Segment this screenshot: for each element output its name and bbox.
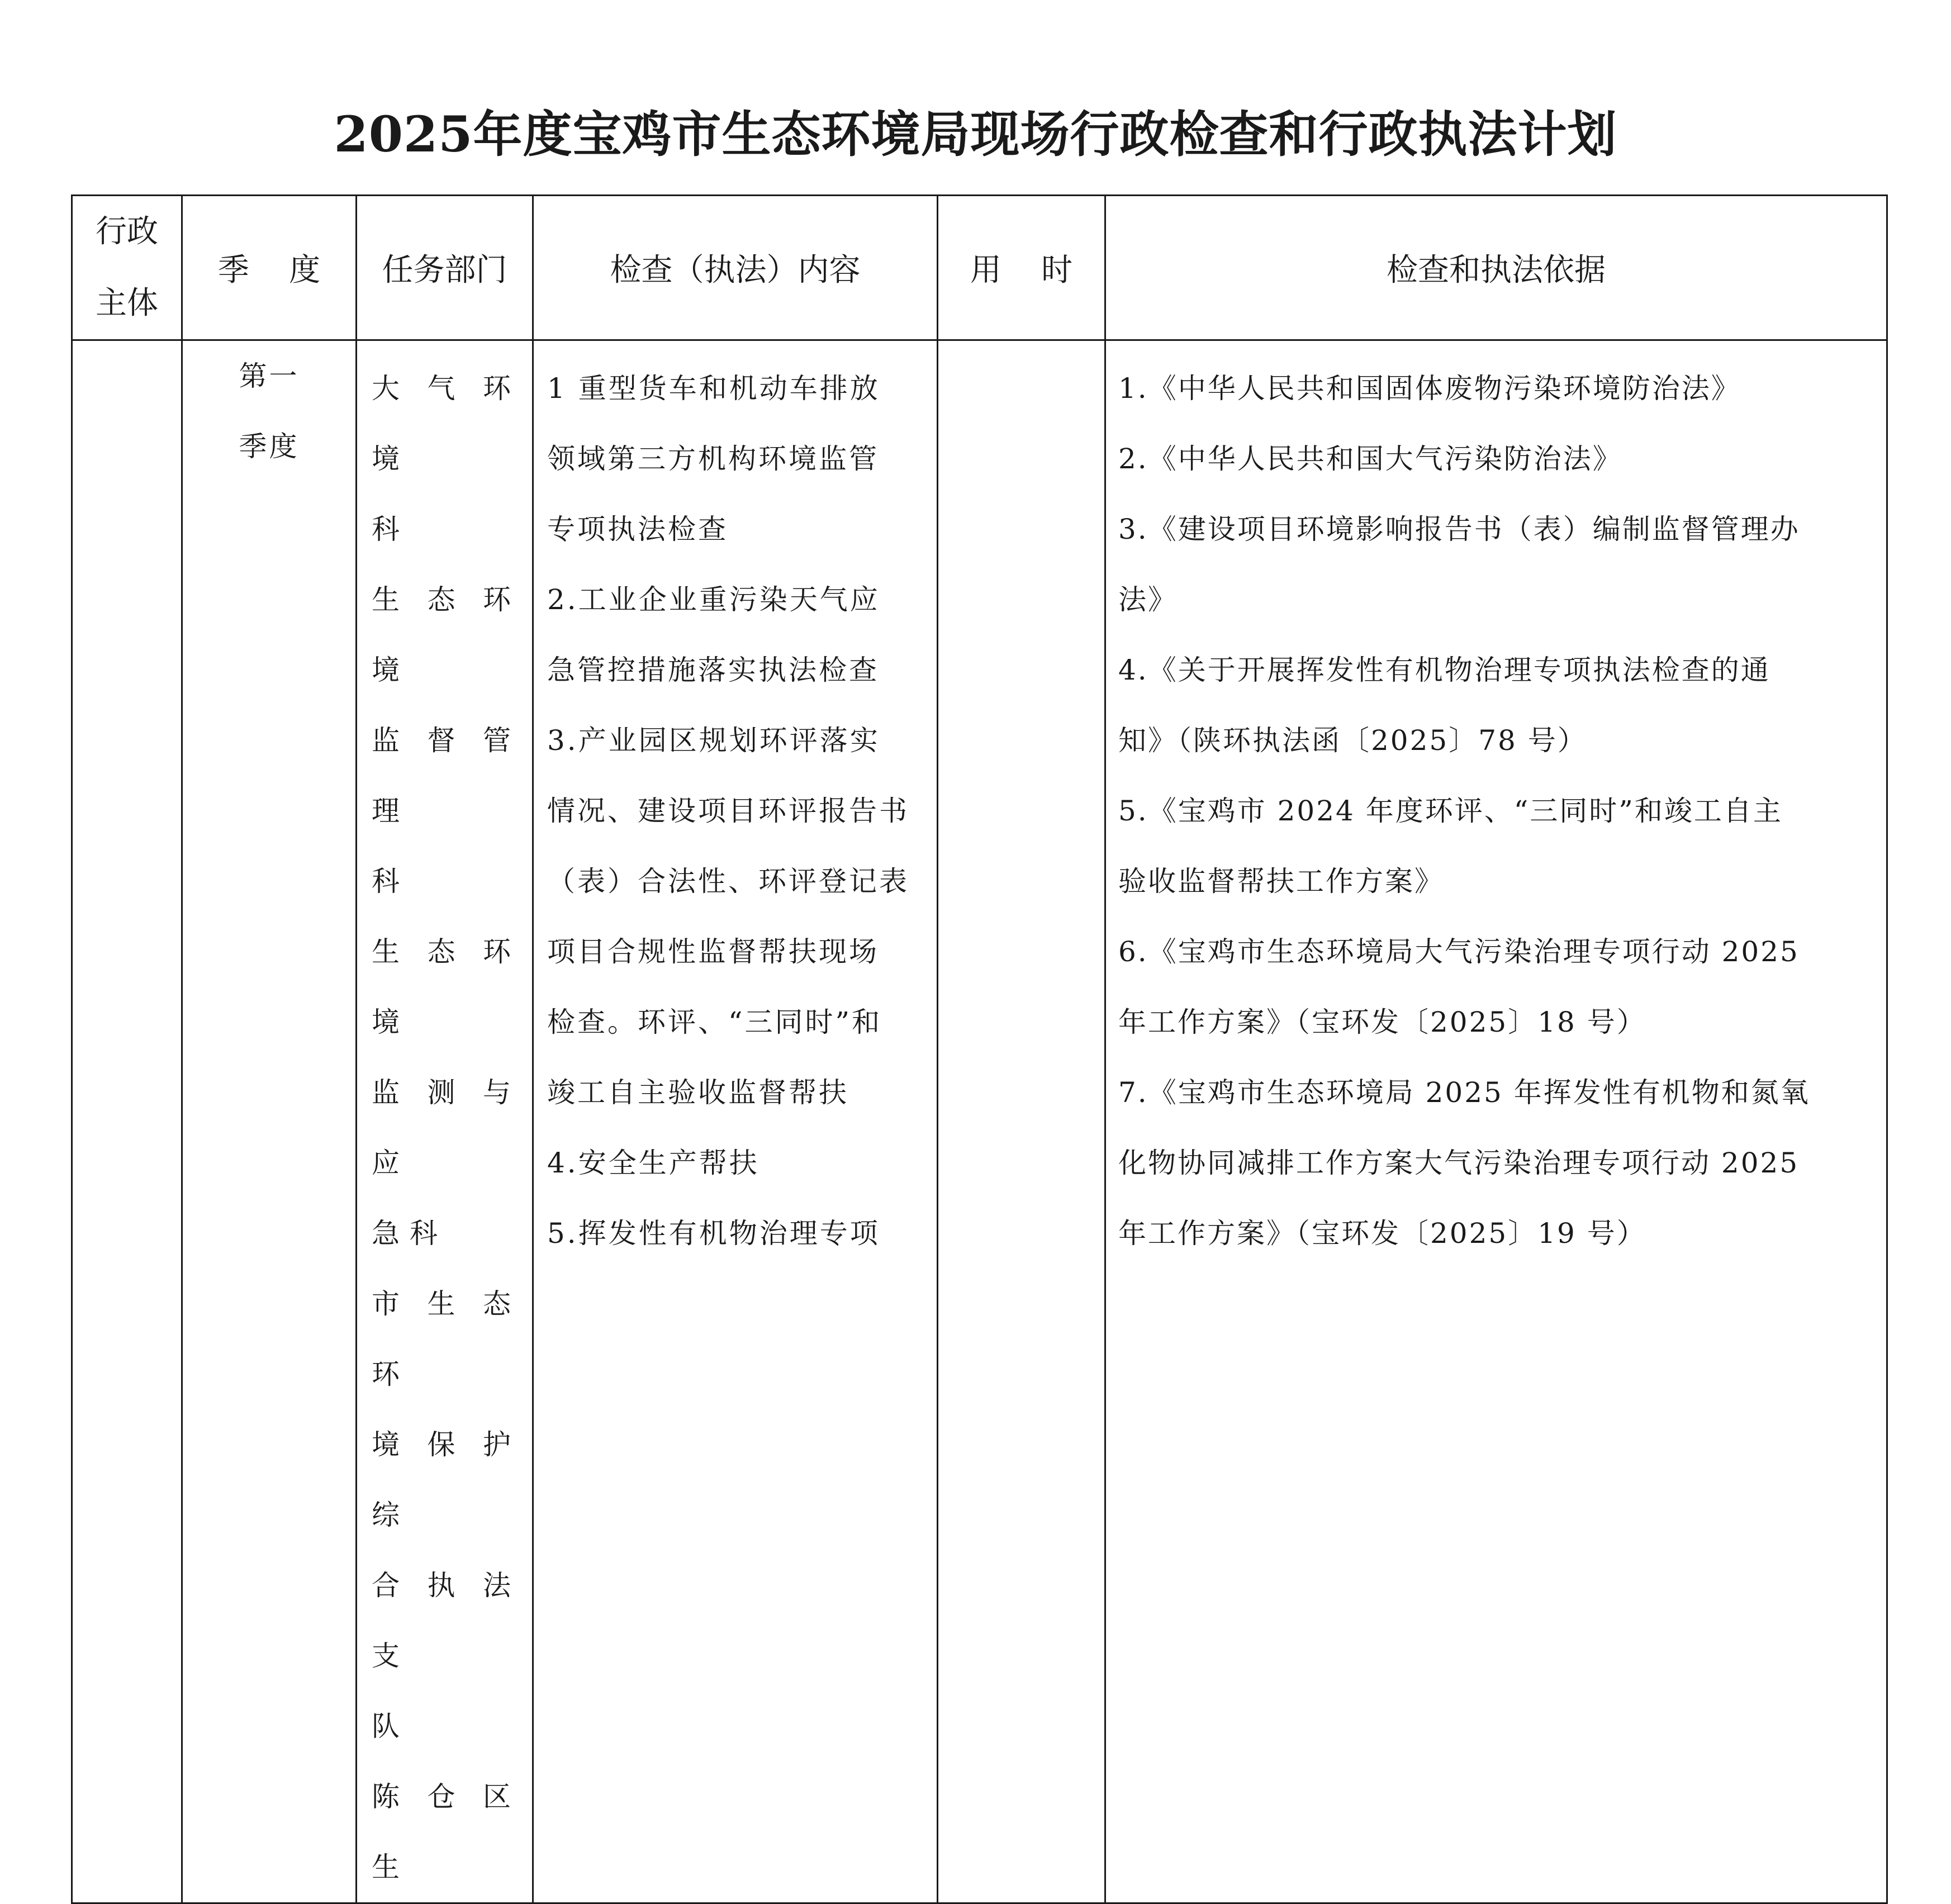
header-admin-subject-line1: 行政 — [96, 213, 158, 250]
content-line: 专项执法检查 — [547, 513, 728, 545]
header-duration-label: 用 时 — [970, 252, 1073, 288]
content-line: 5.挥发性有机物治理专项 — [547, 1217, 880, 1250]
basis-line: 法》 — [1118, 583, 1178, 616]
page-title: 2025年度宝鸡市生态环境局现场行政检查和行政执法计划 — [334, 105, 1617, 163]
basis-line: 年工作方案》（宝环发〔2025〕18 号） — [1118, 1006, 1646, 1038]
cell-season — [182, 340, 357, 1903]
header-duration — [938, 196, 1105, 340]
plan-table — [71, 194, 1888, 1904]
header-basis-label: 检查和执法依据 — [1387, 252, 1606, 288]
dept-line: 大气环境 — [372, 372, 521, 475]
content-line: 4.安全生产帮扶 — [547, 1147, 759, 1179]
content-line: 竣工自主验收监督帮扶 — [547, 1076, 849, 1109]
dept-line: 陈仓区生 — [372, 1780, 521, 1883]
table-row — [72, 340, 1887, 1903]
header-row — [72, 196, 1887, 340]
basis-line: 年工作方案》（宝环发〔2025〕19 号） — [1118, 1217, 1646, 1250]
basis-line: 2.《中华人民共和国大气污染防治法》 — [1118, 443, 1622, 475]
basis-line: 6.《宝鸡市生态环境局大气污染治理专项行动 2025 — [1118, 936, 1800, 968]
header-season-label: 季 度 — [217, 252, 321, 288]
content-line: 急管控措施落实执法检查 — [547, 654, 879, 686]
season-line2: 季度 — [239, 430, 300, 463]
basis-line: 5.《宝鸡市 2024 年度环评、“三同时”和竣工自主 — [1118, 795, 1783, 827]
dept-line: 合执法支 — [372, 1569, 521, 1672]
basis-line: 3.《建设项目环境影响报告书（表）编制监督管理办 — [1118, 513, 1800, 545]
dept-line: 科 — [372, 513, 410, 545]
header-admin-subject — [72, 196, 182, 340]
header-content-label: 检查（执法）内容 — [610, 252, 861, 288]
cell-basis — [1105, 340, 1887, 1903]
header-season — [182, 196, 357, 340]
header-task-dept-label: 任务部门 — [382, 252, 507, 288]
basis-line: 4.《关于开展挥发性有机物治理专项执法检查的通 — [1118, 654, 1770, 686]
basis-line: 7.《宝鸡市生态环境局 2025 年挥发性有机物和氮氧 — [1118, 1076, 1810, 1109]
dept-line: 市生态环 — [372, 1288, 521, 1390]
dept-line: 生态环境 — [372, 936, 521, 1038]
dept-line: 监测与应 — [372, 1076, 521, 1179]
basis-line: 化物协同减排工作方案大气污染治理专项行动 2025 — [1118, 1147, 1800, 1179]
cell-duration — [938, 340, 1105, 1903]
content-line: 项目合规性监督帮扶现场 — [547, 936, 879, 968]
dept-line: 境保护综 — [372, 1428, 521, 1531]
content-line: （表）合法性、环评登记表 — [547, 865, 909, 898]
cell-content — [533, 340, 938, 1903]
cell-departments — [357, 340, 533, 1903]
dept-line: 监督管理 — [372, 724, 521, 827]
content-line: 1 重型货车和机动车排放 — [547, 372, 880, 405]
header-basis — [1105, 196, 1887, 340]
header-task-dept — [357, 196, 533, 340]
content-line: 情况、建设项目环评报告书 — [547, 795, 909, 827]
dept-line: 科 — [372, 865, 410, 898]
season-line1: 第一 — [239, 360, 300, 392]
content-line: 检查。环评、“三同时”和 — [547, 1006, 882, 1038]
content-line: 3.产业园区规划环评落实 — [547, 724, 880, 757]
basis-line: 验收监督帮扶工作方案》 — [1118, 865, 1444, 898]
header-content — [533, 196, 938, 340]
basis-line: 1.《中华人民共和国固体废物污染环境防治法》 — [1118, 372, 1741, 405]
content-line: 领域第三方机构环境监管 — [547, 443, 879, 475]
basis-line: 知》（陕环执法函〔2025〕78 号） — [1118, 724, 1587, 757]
header-admin-subject-line2: 主体 — [96, 285, 158, 321]
dept-line: 队 — [372, 1710, 410, 1742]
content-line: 2.工业企业重污染天气应 — [547, 583, 880, 616]
cell-admin-subject — [72, 340, 182, 1903]
dept-line: 急科 — [372, 1217, 448, 1250]
dept-line: 生态环境 — [372, 583, 521, 686]
